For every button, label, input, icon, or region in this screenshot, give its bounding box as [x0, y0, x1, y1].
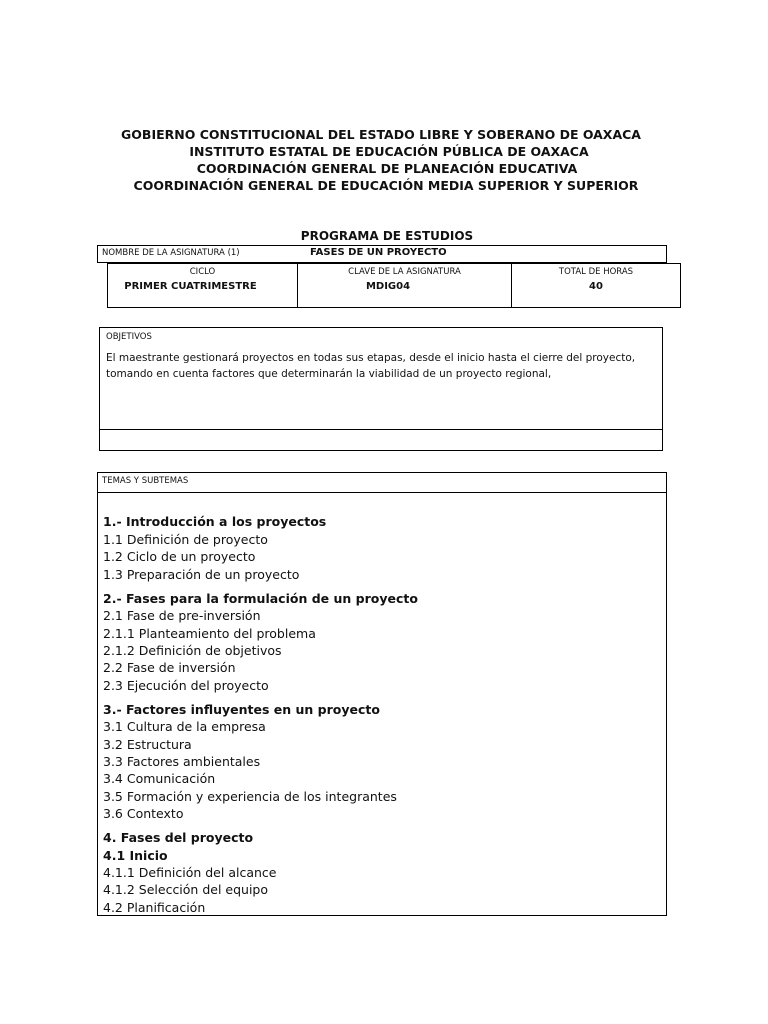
topic-item: 2.1.2 Definición de objetivos [103, 643, 282, 658]
topic-heading: 1.- Introducción a los proyectos [103, 514, 327, 529]
hours-value: 40 [589, 281, 603, 292]
program-title: PROGRAMA DE ESTUDIOS [300, 229, 474, 243]
subject-label: NOMBRE DE LA ASIGNATURA (1) [102, 248, 240, 258]
key-value: MDIG04 [365, 281, 411, 292]
key-label: CLAVE DE LA ASIGNATURA [348, 267, 461, 277]
topic-item: 3.2 Estructura [103, 737, 192, 752]
hours-label: TOTAL DE HORAS [558, 267, 634, 277]
objectives-line-1: El maestrante gestionará proyectos en todas sus etapas, desde el inicio hasta el cierre del proyecto, [106, 352, 636, 364]
topic-item: 3.5 Formación y experiencia de los integrantes [103, 789, 397, 804]
topics-label: TEMAS Y SUBTEMAS [102, 476, 189, 486]
topic-item: 1.2 Ciclo de un proyecto [103, 549, 256, 564]
topic-item: 1.1 Definición de proyecto [103, 532, 268, 547]
objectives-line-2: tomando en cuenta factores que determinarán la viabilidad de un proyecto regional, [106, 368, 552, 380]
topic-item: 2.2 Fase de inversión [103, 660, 236, 675]
topic-item: 2.1 Fase de pre-inversión [103, 608, 261, 623]
subject-value: FASES DE UN PROYECTO [310, 247, 447, 258]
topic-item: 4.1.1 Definición del alcance [103, 865, 277, 880]
topic-heading: 2.- Fases para la formulación de un proyecto [103, 591, 418, 606]
topic-item: 4.1.2 Selección del equipo [103, 882, 269, 897]
cycle-label: CICLO [189, 267, 216, 277]
topic-heading: 4.1 Inicio [103, 848, 168, 863]
topic-item: 2.1.1 Planteamiento del problema [103, 626, 316, 641]
subject-row [97, 245, 667, 263]
objectives-divider [100, 429, 662, 430]
topic-item: 3.3 Factores ambientales [103, 754, 261, 769]
topic-item: 4.2 Planificación [103, 900, 206, 915]
topic-item: 1.3 Preparación de un proyecto [103, 567, 300, 582]
topic-heading: 3.- Factores influyentes en un proyecto [103, 702, 380, 717]
topic-item: 3.1 Cultura de la empresa [103, 719, 266, 734]
header-line-1: GOBIERNO CONSTITUCIONAL DEL ESTADO LIBRE Y SOBERANO DE OAXACA [121, 127, 641, 142]
topic-heading: 4. Fases del proyecto [103, 830, 254, 845]
objectives-box [99, 327, 663, 451]
topics-divider [98, 492, 666, 493]
objectives-label: OBJETIVOS [106, 332, 152, 342]
topic-item: 2.3 Ejecución del proyecto [103, 678, 269, 693]
topic-item: 3.6 Contexto [103, 806, 184, 821]
info-table [107, 263, 681, 308]
header-line-3: COORDINACIÓN GENERAL DE PLANEACIÓN EDUCATIVA [196, 161, 578, 176]
header-line-2: INSTITUTO ESTATAL DE EDUCACIÓN PÚBLICA DE OAXACA [189, 144, 589, 159]
cycle-value: PRIMER CUATRIMESTRE [124, 281, 257, 292]
header-line-4: COORDINACIÓN GENERAL DE EDUCACIÓN MEDIA SUPERIOR Y SUPERIOR [133, 178, 639, 193]
topic-item: 3.4 Comunicación [103, 771, 216, 786]
